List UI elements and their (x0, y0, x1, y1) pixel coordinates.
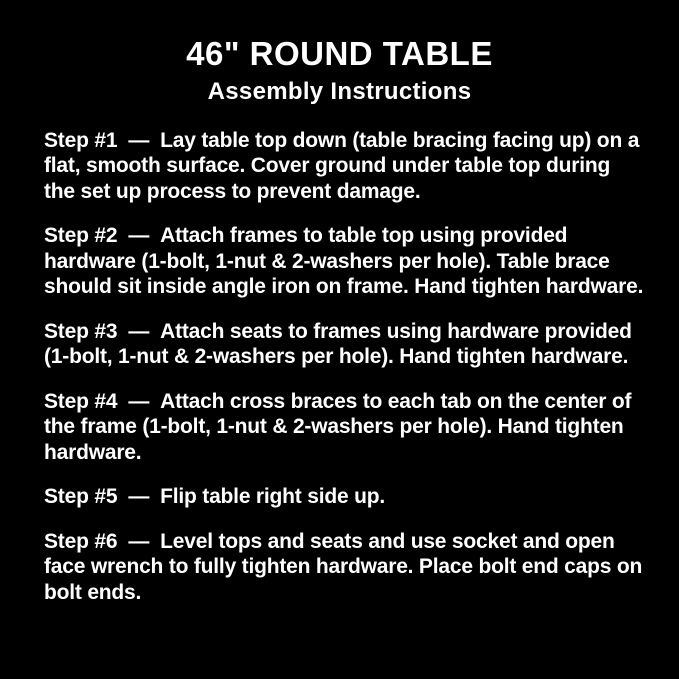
em-dash: — (128, 128, 150, 152)
em-dash: — (128, 389, 150, 413)
header (34, 36, 645, 106)
step-1 (44, 128, 645, 205)
step-6-label: Step #6 (44, 529, 118, 553)
step-2-text: Attach frames to table top using provided hardware (1-bolt, 1-nut & 2-washers per hole). Table brace should sit inside angle iron on frame. Hand tighten hardware. (44, 224, 644, 299)
step-3-label: Step #3 (44, 319, 118, 343)
step-1-label: Step #1 (44, 128, 118, 152)
em-dash: — (128, 529, 150, 553)
step-2-label: Step #2 (44, 224, 118, 248)
step-4 (44, 389, 645, 466)
step-5-text: Flip table right side up. (160, 485, 385, 509)
steps-list (44, 128, 645, 606)
page-subtitle: Assembly Instructions (207, 77, 472, 105)
em-dash: — (128, 224, 150, 248)
step-3-text: Attach seats to frames using hardware provided (1-bolt, 1-nut & 2-washers per hole). Hand tighten hardware. (44, 319, 632, 369)
step-5 (44, 484, 645, 510)
step-6 (44, 529, 645, 606)
step-1-text: Lay table top down (table bracing facing up) on a flat, smooth surface. Cover ground under table top during the set up process to prevent damage. (44, 128, 640, 203)
em-dash: — (128, 319, 150, 343)
em-dash: — (128, 485, 150, 509)
step-5-label: Step #5 (44, 485, 118, 509)
step-3 (44, 319, 645, 370)
page-title: 46" ROUND TABLE (186, 35, 493, 72)
step-4-label: Step #4 (44, 389, 118, 413)
step-2 (44, 223, 645, 300)
step-6-text: Level tops and seats and use socket and open face wrench to fully tighten hardware. Place bolt end caps on bolt ends. (44, 529, 643, 604)
step-4-text: Attach cross braces to each tab on the center of the frame (1-bolt, 1-nut & 2-washers per hole). Hand tighten hardware. (44, 389, 632, 464)
